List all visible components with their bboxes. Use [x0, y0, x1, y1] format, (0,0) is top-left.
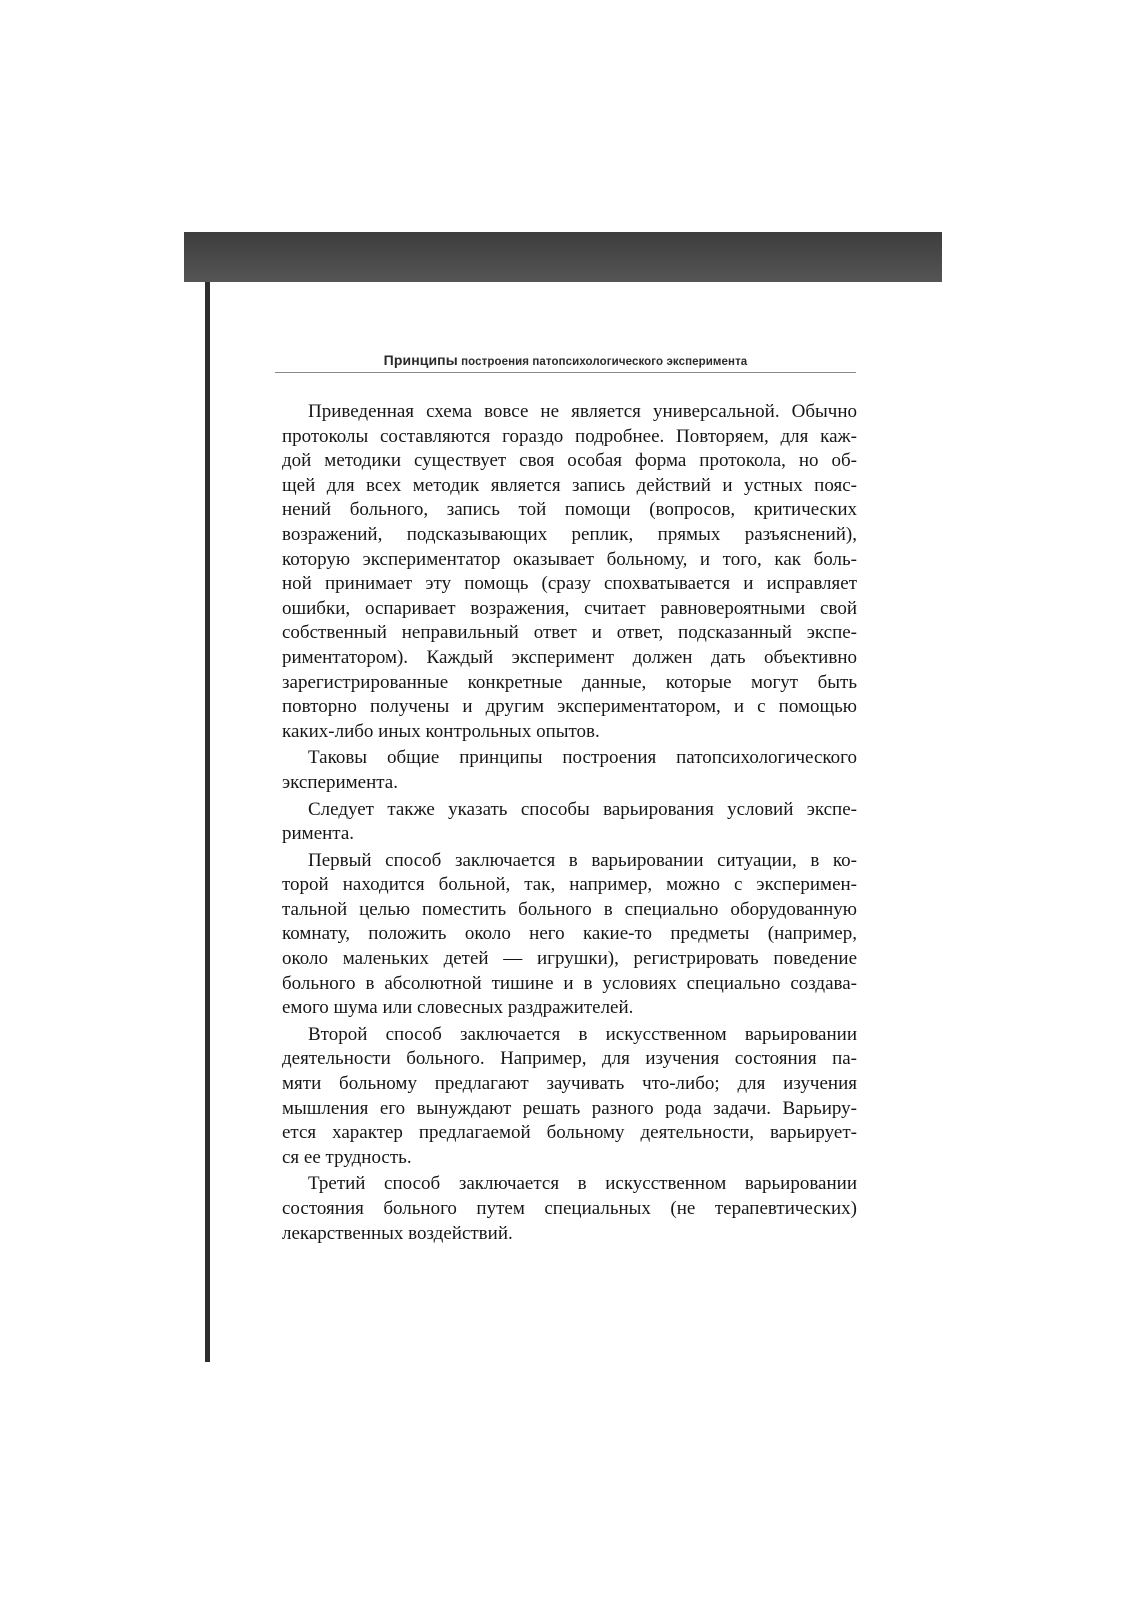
text-line: каких-либо иных контрольных опытов. [282, 720, 600, 742]
running-head-rest: построения патопсихологического эксперимента [461, 356, 748, 368]
page-spine-edge [205, 282, 210, 1362]
text-line: Следует также указать способы варьирования условий экспе- [308, 798, 857, 820]
paragraph [282, 798, 857, 847]
text-line: эксперимента. [282, 771, 398, 793]
text-line: Первый способ заключается в варьировании ситуации, в ко- [308, 849, 857, 871]
text-line: которую экспериментатор оказывает больному, и того, как боль- [282, 548, 857, 570]
text-line: около маленьких детей — игрушки), регистрировать поведение [282, 948, 857, 970]
text-line: возражений, подсказывающих реплик, прямых разъяснений), [282, 523, 857, 545]
text-line: ной принимает эту помощь (сразу спохватывается и исправляет [282, 573, 857, 595]
body-text [282, 400, 857, 1248]
text-line: комнату, положить около него какие-то предметы (например, [282, 923, 857, 945]
text-line: лекарственных воздействий. [282, 1222, 513, 1244]
text-line: торой находится больной, так, например, можно с эксперимен- [282, 874, 857, 896]
text-line: нений больного, запись той помощи (вопросов, критических [282, 499, 857, 521]
text-line: риментатором). Каждый эксперимент должен дать объективно [282, 646, 857, 668]
text-line: протоколы составляются гораздо подробнее. Повторяем, для каж- [282, 425, 857, 447]
running-head [277, 352, 854, 368]
text-line: зарегистрированные конкретные данные, которые могут быть [282, 671, 857, 693]
text-line: Таковы общие принципы построения патопсихологического [308, 747, 857, 769]
text-line: римента. [282, 823, 355, 845]
text-line: больного в абсолютной тишине и в условиях специально создава- [282, 972, 857, 994]
text-line: ется характер предлагаемой больному деятельности, варьирует- [282, 1122, 857, 1144]
running-head-first-word: Принципы [383, 352, 458, 368]
text-line: ся ее трудность. [282, 1146, 412, 1168]
text-line: Второй способ заключается в искусственном варьировании [308, 1023, 857, 1045]
text-line: мышления его вынуждают решать разного рода задачи. Варьиру- [282, 1097, 857, 1119]
text-line: Приведенная схема вовсе не является универсальной. Обычно [308, 401, 857, 422]
text-line: мяти больному предлагают заучивать что-либо; для изучения [282, 1073, 857, 1095]
paragraph [282, 400, 857, 744]
paragraph [282, 1172, 857, 1246]
text-line: деятельности больного. Например, для изучения состояния па- [282, 1048, 857, 1070]
text-line: повторно получены и другим экспериментатором, и с помощью [282, 696, 857, 718]
text-line: щей для всех методик является запись действий и устных пояс- [282, 474, 857, 496]
text-line: дой методики существует своя особая форма протокола, но об- [282, 450, 857, 472]
text-line: состояния больного путем специальных (не терапевтических) [282, 1198, 857, 1219]
text-line: ошибки, оспаривает возражения, считает равновероятными свой [282, 597, 857, 619]
text-line: тальной целью поместить больного в специально оборудованную [282, 898, 857, 920]
paragraph [282, 1023, 857, 1171]
text-line: собственный неправильный ответ и ответ, подсказанный экспе- [282, 622, 857, 644]
scan-dark-bar [184, 232, 942, 282]
header-rule [275, 372, 856, 373]
paragraph [282, 746, 857, 795]
text-line: Третий способ заключается в искусственном варьировании [308, 1173, 857, 1195]
text-line: емого шума или словесных раздражителей. [282, 997, 634, 1019]
paragraph [282, 849, 857, 1021]
